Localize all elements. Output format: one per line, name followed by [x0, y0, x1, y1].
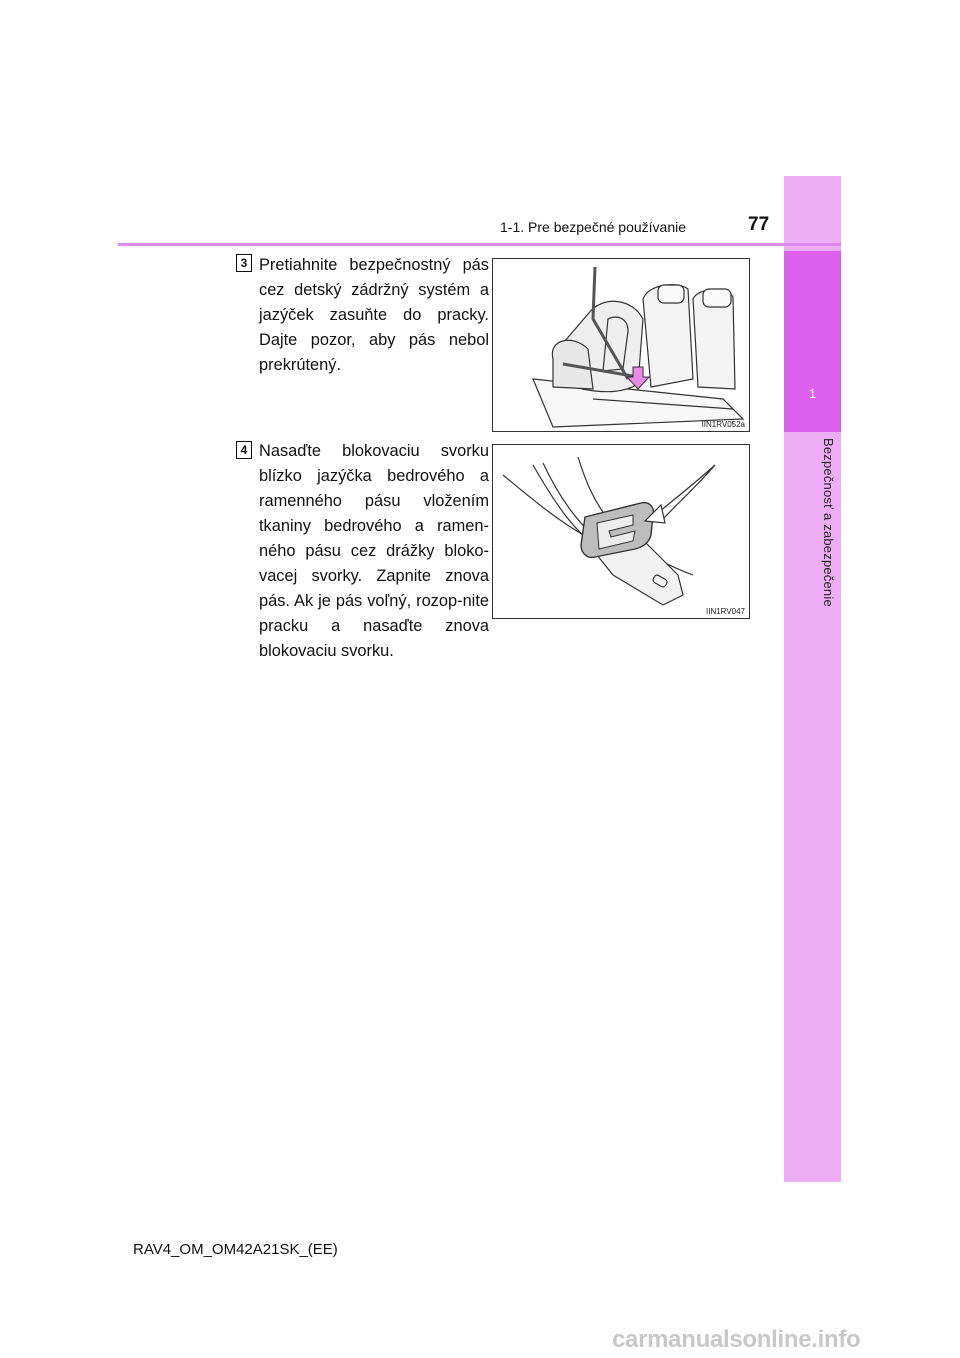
locking-clip-figure [492, 444, 750, 619]
watermark: carmanualsonline.info [612, 1326, 861, 1353]
step-3-badge: 3 [236, 254, 252, 272]
page-number: 77 [748, 214, 770, 235]
section-title: 1-1. Pre bezpečné používanie [500, 219, 687, 235]
figure-code: IIN1RV047 [706, 607, 745, 616]
step-3-text: Pretiahnite bezpečnostný pás cez detský zádržný systém a jazýček zasuňte do pracky. Dajte pozor, aby pás nebol prekrútený. [259, 256, 489, 374]
step-4-badge: 4 [236, 441, 252, 459]
step-4-text: Nasaďte blokovaciu svorku blízko jazýčka bedrového a ramenného pásu vložením tkaniny bedrového a ramen-ného pásu cez drážky bloko-vacej svorky. Zapnite znova pás. Ak je pás voľný, rozop-nite pracku a nasaďte znova blokovaciu svorku. [259, 442, 489, 660]
header-divider [118, 243, 841, 246]
chapter-number-box [784, 251, 841, 432]
locking-clip-illustration [493, 445, 749, 618]
child-seat-illustration [493, 259, 749, 431]
chapter-side-tab [784, 176, 841, 1182]
document-code: RAV4_OM_OM42A21SK_(EE) [133, 1241, 338, 1258]
child-seat-belt-figure [492, 258, 750, 432]
chapter-title: Bezpečnosť a zabezpečenie [821, 438, 836, 607]
chapter-number: 1 [808, 386, 817, 401]
figure-code: IIN1RV052a [701, 420, 745, 429]
